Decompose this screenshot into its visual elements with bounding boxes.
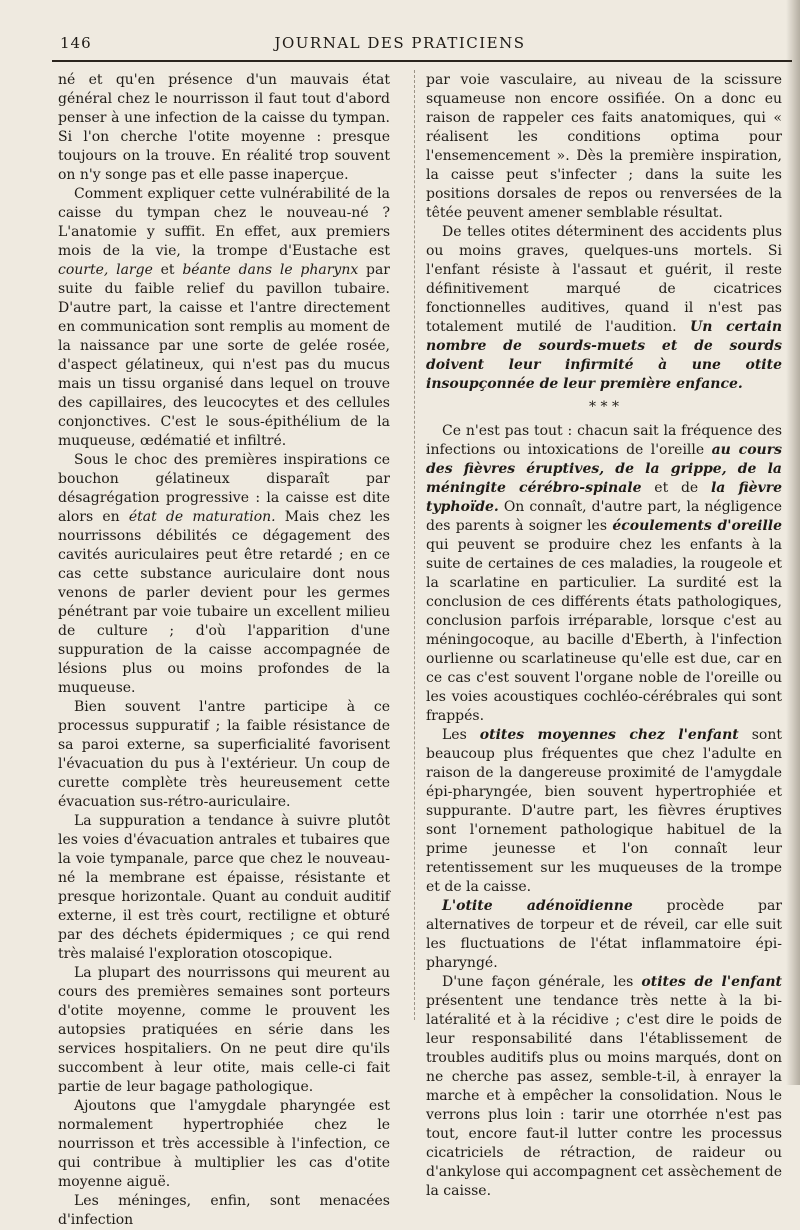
paragraph: par voie vasculaire, au niveau de la scissure squameuse non encore ossifiée. On a donc eu raison de rappeler ces faits anatomiques, qui « réalisent les conditions optima pour l'ensemencement ». Dès la première inspiration, la caisse peut s'infecter ; dans la suite les positions dorsales de repos ou renversées de la têtée peuvent amener semblable résultat. [426, 72, 782, 221]
paragraph: Ajoutons que l'amygdale pharyngée est normalement hypertrophiée chez le nourrisson et très accessible à l'infection, ce qui contribue à multiplier les cas d'otite moyenne aiguë. [58, 1098, 390, 1190]
running-title: JOURNAL DES PRATICIENS [274, 34, 526, 52]
left-column [58, 71, 390, 1230]
right-column [426, 71, 782, 1201]
page-number: 146 [60, 34, 92, 52]
page-edge-shadow [786, 0, 800, 1085]
section-asterism: * * * [589, 399, 619, 415]
paragraph: D'une façon générale, les otites de l'enfant présentent une tendance très nette à la bi-latéralité et à la récidive ; c'est dire le poids de leur responsabilité dans l'établissement de troubles auditifs plus ou moins marqués, dont on ne cherche pas assez, semble-t-il, à enrayer la marche et à empêcher la consolidation. Nous le verrons plus loin : tarir une otorrhée n'est pas tout, encore faut-il lutter contre les processus cicatriciels de rétraction, de raideur ou d'ankylose qui accompagnent cet assèchement de la caisse. [426, 974, 782, 1199]
paragraph: Bien souvent l'antre participe à ce processus suppuratif ; la faible résistance de sa paroi externe, sa superficialité favorisent l'évacuation du pus à l'extérieur. Un coup de curette complète très heureusement cette évacuation sus-rétro-auriculaire. [58, 699, 390, 810]
paragraph: La plupart des nourrissons qui meurent au cours des premières semaines sont porteurs d'otite moyenne, comme le prouvent les autopsies pratiquées en série dans les services hospitaliers. On ne peut dire qu'ils succombent à leur otite, mais celle-ci fait partie de leur bagage pathologique. [58, 965, 390, 1095]
header-rule [52, 60, 792, 62]
paragraph: La suppuration a tendance à suivre plutôt les voies d'évacuation antrales et tubaires que la voie tympanale, parce que chez le nouveau-né la membrane est épaisse, résistante et presque horizontale. Quant au conduit auditif externe, il est très court, rectiligne et obturé par des déchets épidermiques ; ce qui rend très malaisé l'exploration otoscopique. [58, 813, 390, 962]
paragraph: né et qu'en présence d'un mauvais état général chez le nourrisson il faut tout d'abord penser à une infection de la caisse du tympan. Si l'on cherche l'otite moyenne : presque toujours on la trouve. En réalité trop souvent on n'y songe pas et elle passe inaperçue. [58, 72, 390, 183]
paragraph: Comment expliquer cette vulnérabilité de la caisse du tympan chez le nouveau-né ? L'anatomie y suffit. En effet, aux premiers mois de la vie, la trompe d'Eustache est courte, large et béante dans le pharynx par suite du faible relief du pavillon tubaire. D'autre part, la caisse et l'antre directement en communication sont remplis au moment de la naissance par une sorte de gelée rosée, d'aspect gélatineux, qui n'est pas du mucus mais un tissu organisé dans lequel on trouve des capillaires, des leucocytes et des cellules conjonctives. C'est le sous-épithélium de la muqueuse, œdématié et infiltré. [58, 186, 390, 449]
column-divider [414, 70, 415, 1020]
page-header [0, 34, 800, 58]
paragraph: Les méninges, enfin, sont menacées d'infection [58, 1193, 390, 1228]
paragraph: L'otite adénoïdienne procède par alternatives de torpeur et de réveil, car elle suit les fluctuations de l'état inflammatoire épi-pharyngé. [426, 898, 783, 971]
paragraph: Ce n'est pas tout : chacun sait la fréquence des infections ou intoxications de l'oreille au cours des fièvres éruptives, de la grippe, de la méningite cérébro-spinale et de la fièvre typhoïde. On connaît, d'autre part, la négligence des parents à soigner les écoulements d'oreille qui peuvent se produire chez les enfants à la suite de certaines de ces maladies, la rougeole et la scarlatine en particulier. La surdité est la conclusion de ces différents états pathologiques, conclusion parfois irréparable, lorsque c'est au méningocoque, au bacille d'Eberth, à l'infection ourlienne ou scarlatineuse qu'elle est due, car en ce cas c'est souvent l'organe noble de l'oreille ou les voies acoustiques cochléo-cérébrales qui sont frappés. [426, 423, 783, 724]
paragraph: Les otites moyennes chez l'enfant sont beaucoup plus fréquentes que chez l'adulte en raison de la dangereuse proximité de l'amygdale épi-pharyngée, bien souvent hypertrophiée et suppurante. D'autre part, les fièvres éruptives sont l'ornement pathologique habituel de la prime jeunesse et l'on connaît leur retentissement sur les muqueuses de la trompe et de la caisse. [426, 727, 782, 895]
paragraph: De telles otites déterminent des accidents plus ou moins graves, quelques-uns mortels. Si l'enfant résiste à l'assaut et guérit, il reste définitivement marqué de cicatrices fonctionnelles auditives, quand il n'est pas totalement mutilé de l'audition. Un certain nombre de sourds-muets et de sourds doivent leur infirmité à une otite insoupçonnée de leur première enfance. [426, 224, 783, 392]
paragraph: Sous le choc des premières inspirations ce bouchon gélatineux disparaît par désagrégation progressive : la caisse est dite alors en état de maturation. Mais chez les nourrissons débilités ce dégagement des cavités auriculaires peut être retardé ; en ce cas cette substance auriculaire dont nous venons de parler devient pour les germes pénétrant par voie tubaire un excellent milieu de culture ; d'où l'apparition d'une suppuration de la caisse accompagnée de lésions plus ou moins profondes de la muqueuse. [58, 452, 390, 696]
